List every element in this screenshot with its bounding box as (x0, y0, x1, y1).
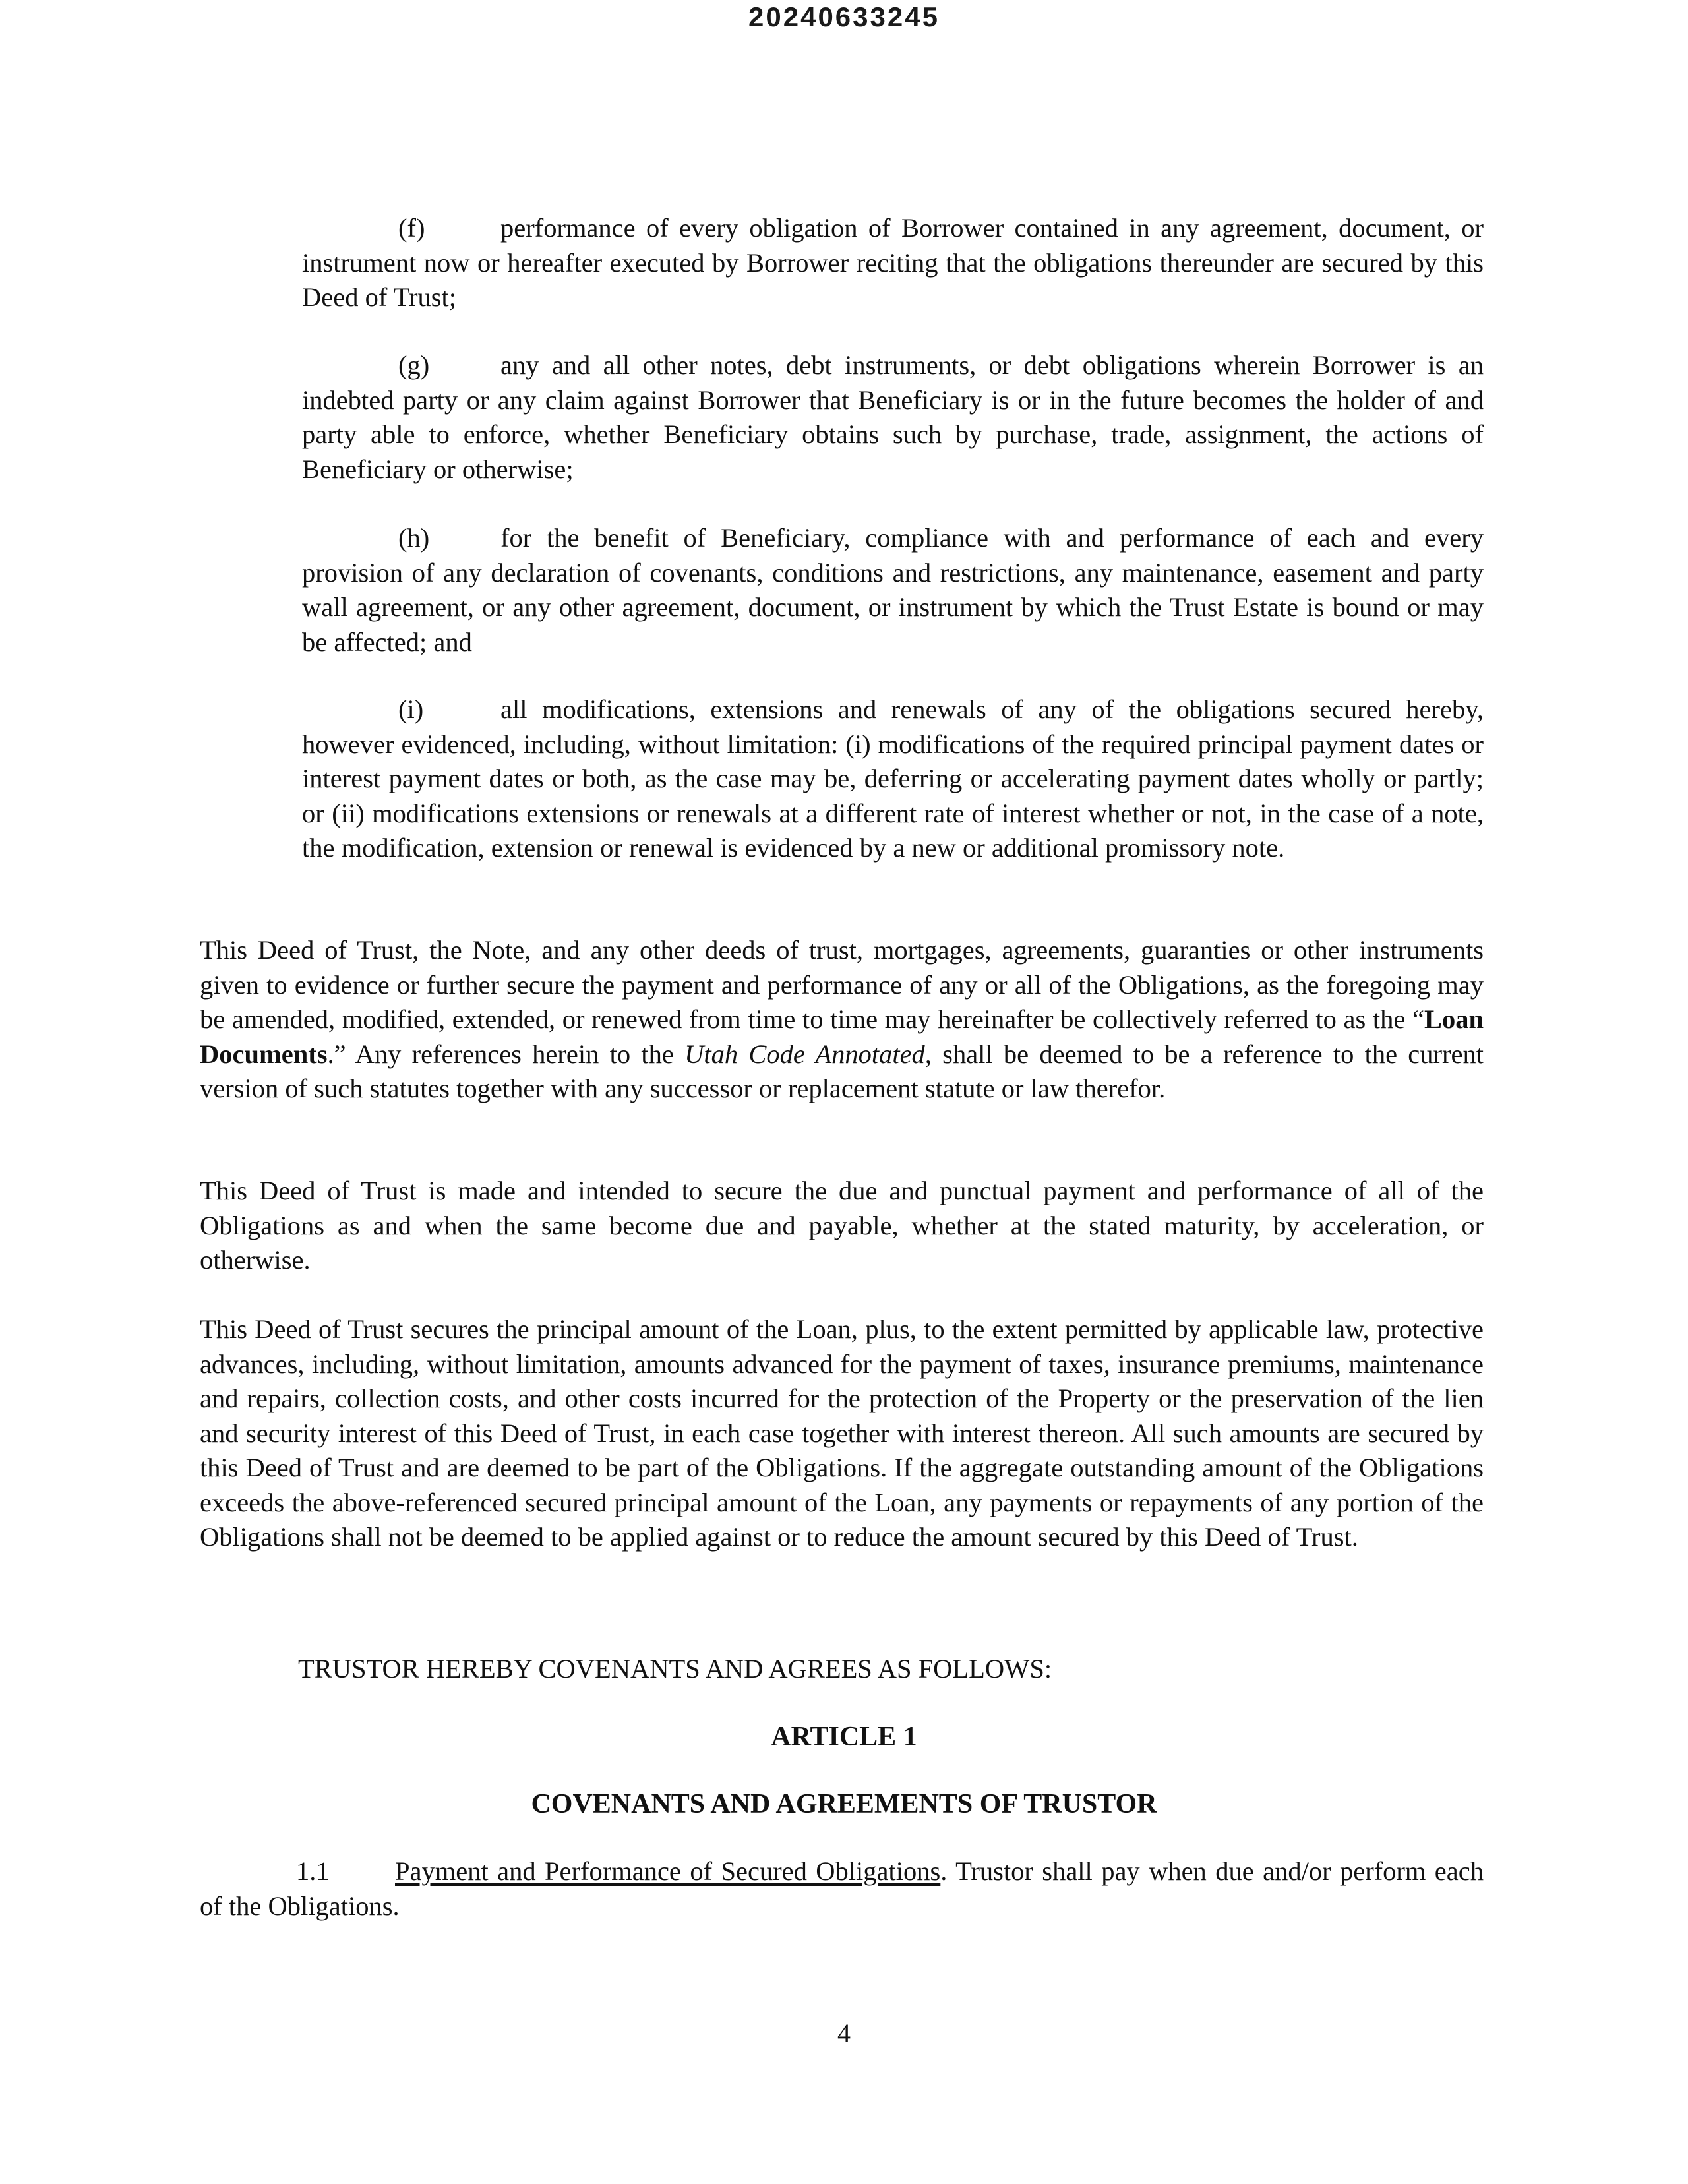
section-heading: Payment and Performance of Secured Obligations (395, 1856, 941, 1886)
section-number: 1.1 (296, 1856, 330, 1886)
article-title: COVENANTS AND AGREEMENTS OF TRUSTOR (531, 1789, 1157, 1819)
subsection-text: any and all other notes, debt instruments, or debt obligations wherein Borrower is an indebted party or any claim against Borrower that Beneficiary is or in the future becomes the holder of and party able to enforce, whether Beneficiary obtains such by purchase, trade, assignment, the actions of Beneficiary or otherwise; (302, 350, 1484, 484)
statute-reference: Utah Code Annotated (684, 1039, 925, 1069)
subsection-letter: (f) (398, 213, 425, 243)
paragraph-text: This Deed of Trust, the Note, and any other deeds of trust, mortgages, agreements, guaranties or other instruments given to evidence or further secure the payment and performance of any or all of the Obligations, as the foregoing may be amended, modified, extended, or renewed from time to time may hereinafter be collectively referred to as the “ (200, 935, 1484, 1034)
subsection-letter: (g) (398, 350, 430, 380)
subsection-h (302, 521, 1484, 659)
defined-term-loan-documents: Loan Documents (200, 1004, 1484, 1069)
subsection-text: performance of every obligation of Borrower contained in any agreement, document, or instrument now or hereafter executed by Borrower reciting that the obligations thereunder are secured by this Deed of Trust; (302, 213, 1484, 312)
section-1-1 (200, 1854, 1484, 1924)
paragraph-text: .” Any references herein to the (327, 1039, 685, 1069)
covenants-intro: TRUSTOR HEREBY COVENANTS AND AGREES AS FOLLOWS: (298, 1654, 1052, 1684)
subsection-f (302, 211, 1484, 315)
subsection-letter: (i) (398, 694, 424, 724)
paragraph-secure: This Deed of Trust is made and intended to secure the due and punctual payment and performance of all of the Obligations as and when the same become due and payable, whether at the stated maturity, by acceleration, or otherwise. (200, 1176, 1484, 1275)
page-number: 4 (837, 2018, 851, 2048)
subsection-g (302, 348, 1484, 487)
paragraph-principal: This Deed of Trust secures the principal amount of the Loan, plus, to the extent permitted by applicable law, protective advances, including, without limitation, amounts advanced for the payment of taxes, insurance premiums, maintenance and repairs, collection costs, and other costs incurred for the protection of the Property or the preservation of the lien and security interest of this Deed of Trust, in each case together with interest thereon. All such amounts are secured by this Deed of Trust and are deemed to be part of the Obligations. If the aggregate outstanding amount of the Obligations exceeds the above-referenced secured principal amount of the Loan, any payments or repayments of any portion of the Obligations shall not be deemed to be applied against or to reduce the amount secured by this Deed of Trust. (200, 1314, 1484, 1552)
paragraph-loan-documents (200, 933, 1484, 1107)
recording-number: 20240633245 (748, 1, 940, 32)
subsection-i (302, 692, 1484, 866)
subsection-letter: (h) (398, 523, 430, 553)
subsection-text: all modifications, extensions and renewals of any of the obligations secured hereby, however evidenced, including, without limitation: (i) modifications of the required principal payment dates or interest payment dates or both, as the case may be, deferring or accelerating payment dates wholly or partly; or (ii) modifications extensions or renewals at a different rate of interest whether or not, in the case of a note, the modification, extension or renewal is evidenced by a new or additional promissory note. (302, 694, 1484, 863)
section-text: . Trustor shall pay when due and/or perform each of the Obligations. (200, 1856, 1484, 1921)
subsection-text: for the benefit of Beneficiary, compliance with and performance of each and every provision of any declaration of covenants, conditions and restrictions, any maintenance, easement and party wall agreement, or any other agreement, document, or instrument by which the Trust Estate is bound or may be affected; and (302, 523, 1484, 657)
paragraph-text: , shall be deemed to be a reference to the current version of such statutes together with any successor or replacement statute or law therefor. (200, 1039, 1484, 1103)
article-number: ARTICLE 1 (771, 1722, 917, 1752)
